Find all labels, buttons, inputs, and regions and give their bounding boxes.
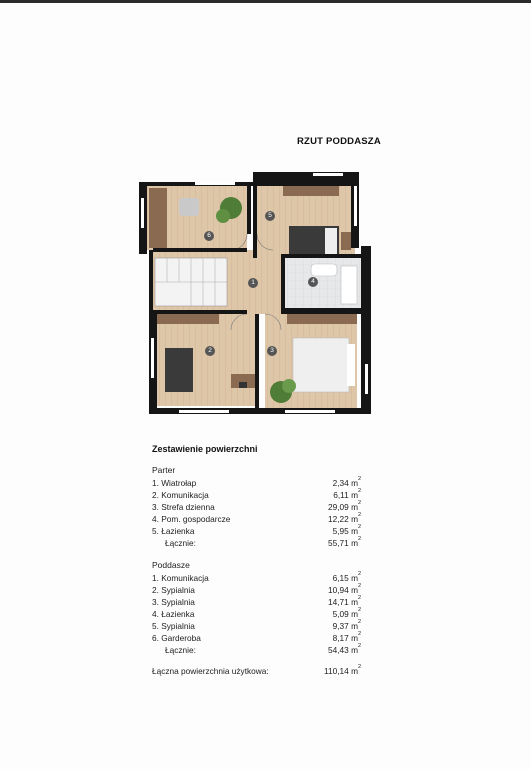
group-title-poddasze: Poddasze (152, 560, 190, 570)
room-number-2: 2 (205, 346, 215, 356)
total-row-parter: Łącznie: 55,71 m 2 (165, 536, 362, 548)
table-row: 5. Łazienka 5,95 m 2 (152, 524, 362, 536)
table-row: 3. Strefa dzienna 29,09 m 2 (152, 500, 362, 512)
table-row: 3. Sypialnia 14,71 m 2 (152, 595, 362, 607)
top-border (0, 0, 531, 3)
table-row: 4. Łazienka 5,09 m 2 (152, 607, 362, 619)
table-row: 1. Komunikacja 6,15 m 2 (152, 571, 362, 583)
room-number-5: 5 (265, 211, 275, 221)
floor-plan-drawing (135, 168, 380, 428)
total-row-poddasze: Łącznie: 54,43 m 2 (165, 643, 362, 655)
table-row: 5. Sypialnia 9,37 m 2 (152, 619, 362, 631)
floor-plan (135, 168, 380, 428)
table-row: 2. Sypialnia 10,94 m 2 (152, 583, 362, 595)
table-row: 4. Pom. gospodarcze 12,22 m 2 (152, 512, 362, 524)
table-row: 2. Komunikacja 6,11 m 2 (152, 488, 362, 500)
summary-title: Zestawienie powierzchni (152, 444, 258, 454)
room-number-3: 3 (267, 346, 277, 356)
grand-total-row: Łączna powierzchnia użytkowa: 110,14 m 2 (152, 664, 362, 676)
room-number-4: 4 (308, 277, 318, 287)
table-row: 6. Garderoba 8,17 m 2 (152, 631, 362, 643)
room-number-1: 1 (248, 278, 258, 288)
table-row: 1. Wiatrołap 2,34 m 2 (152, 476, 362, 488)
plan-title: RZUT PODDASZA (297, 136, 381, 147)
group-title-parter: Parter (152, 465, 176, 475)
room-number-6: 6 (204, 231, 214, 241)
